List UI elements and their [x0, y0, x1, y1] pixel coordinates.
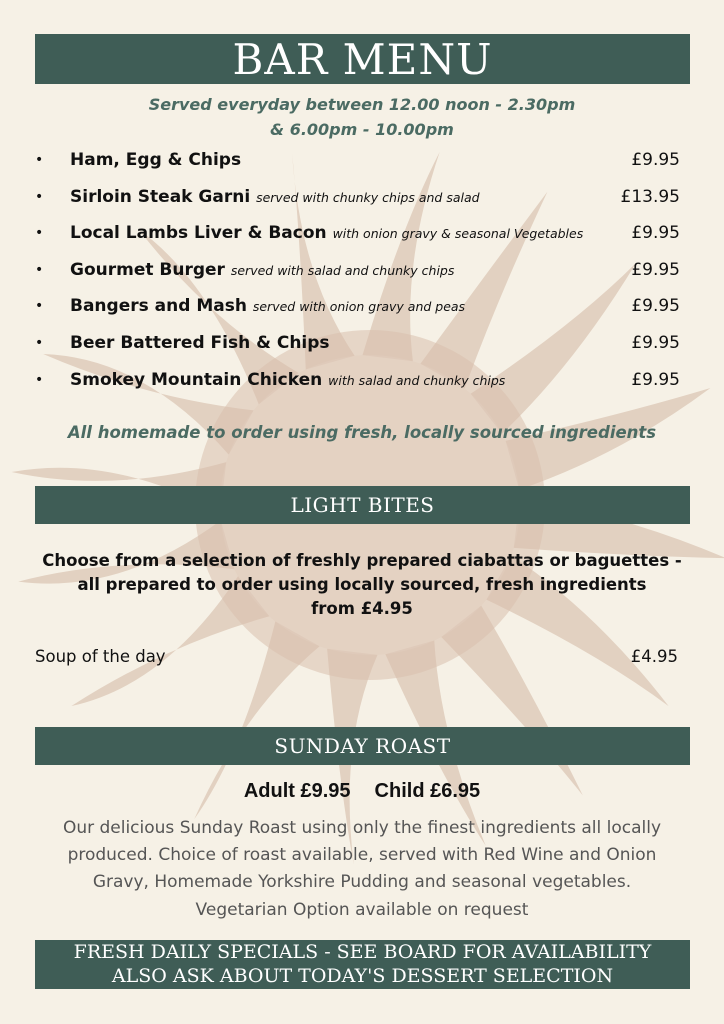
menu-item	[35, 330, 685, 367]
light-bites-banner: LIGHT BITES	[35, 486, 690, 524]
bullet-icon: •	[35, 225, 44, 242]
bullet-icon: •	[35, 261, 44, 278]
roast-description	[20, 815, 704, 896]
sunday-roast-banner: SUNDAY ROAST	[35, 727, 690, 765]
bullet-icon: •	[35, 188, 44, 205]
item-name: Local Lambs Liver & Bacon with onion gravy & seasonal Vegetables	[70, 223, 584, 244]
menu-item	[35, 147, 685, 184]
item-price: £9.95	[631, 150, 680, 170]
item-name: Ham, Egg & Chips	[70, 150, 242, 170]
vegetarian-note: Vegetarian Option available on request	[195, 900, 529, 920]
bar-menu-title: BAR MENU	[35, 34, 690, 84]
bullet-icon: •	[35, 152, 44, 168]
item-name: Gourmet Burger served with salad and chunky chips	[70, 259, 455, 280]
bullet-icon: •	[35, 334, 44, 351]
menu-item	[35, 184, 685, 221]
light-bites-description	[20, 549, 704, 621]
homemade-note: All homemade to order using fresh, locally sourced ingredients	[67, 423, 657, 442]
menu-item	[35, 367, 685, 404]
soup-price: £4.95	[630, 647, 678, 666]
item-price: £9.95	[631, 223, 680, 244]
child-price: Child £6.95	[374, 780, 481, 802]
soup-of-the-day: Soup of the day	[35, 647, 166, 666]
roast-desc-line2: produced. Choice of roast available, served with Red Wine and Onion	[67, 845, 657, 865]
roast-desc-line3: Gravy, Homemade Yorkshire Pudding and seasonal vegetables.	[92, 872, 632, 892]
item-price: £9.95	[631, 332, 680, 353]
menu-item	[35, 293, 685, 330]
light-bites-line3: from £4.95	[311, 599, 413, 618]
specials-line2: ALSO ASK ABOUT TODAY'S DESSERT SELECTION	[111, 965, 614, 987]
adult-price: Adult £9.95	[243, 780, 351, 802]
roast-prices	[0, 780, 724, 803]
menu-item	[35, 220, 685, 257]
serving-hours-line2: & 6.00pm - 10.00pm	[270, 120, 454, 139]
light-bites-line2: all prepared to order using locally sourced, fresh ingredients	[77, 575, 647, 594]
specials-banner	[35, 940, 690, 989]
item-name: Smokey Mountain Chicken with salad and chunky chips	[70, 369, 506, 390]
item-price: £9.95	[631, 369, 680, 390]
item-price: £13.95	[620, 186, 680, 207]
item-name: Beer Battered Fish & Chips	[70, 332, 330, 353]
specials-line1: FRESH DAILY SPECIALS - SEE BOARD FOR AVAILABILITY	[73, 941, 652, 963]
bullet-icon: •	[35, 298, 44, 315]
item-name: Bangers and Mash served with onion gravy and peas	[70, 296, 466, 317]
roast-desc-line1: Our delicious Sunday Roast using only the finest ingredients all locally	[62, 818, 662, 838]
menu-item	[35, 257, 685, 294]
item-name: Sirloin Steak Garni served with chunky chips and salad	[70, 186, 480, 207]
bullet-icon: •	[35, 371, 44, 388]
bar-menu-list	[35, 147, 685, 403]
light-bites-line1: Choose from a selection of freshly prepared ciabattas or baguettes -	[42, 551, 682, 570]
item-price: £9.95	[631, 296, 680, 317]
item-price: £9.95	[631, 259, 680, 280]
serving-hours-line1: Served everyday between 12.00 noon - 2.30pm	[148, 95, 576, 114]
